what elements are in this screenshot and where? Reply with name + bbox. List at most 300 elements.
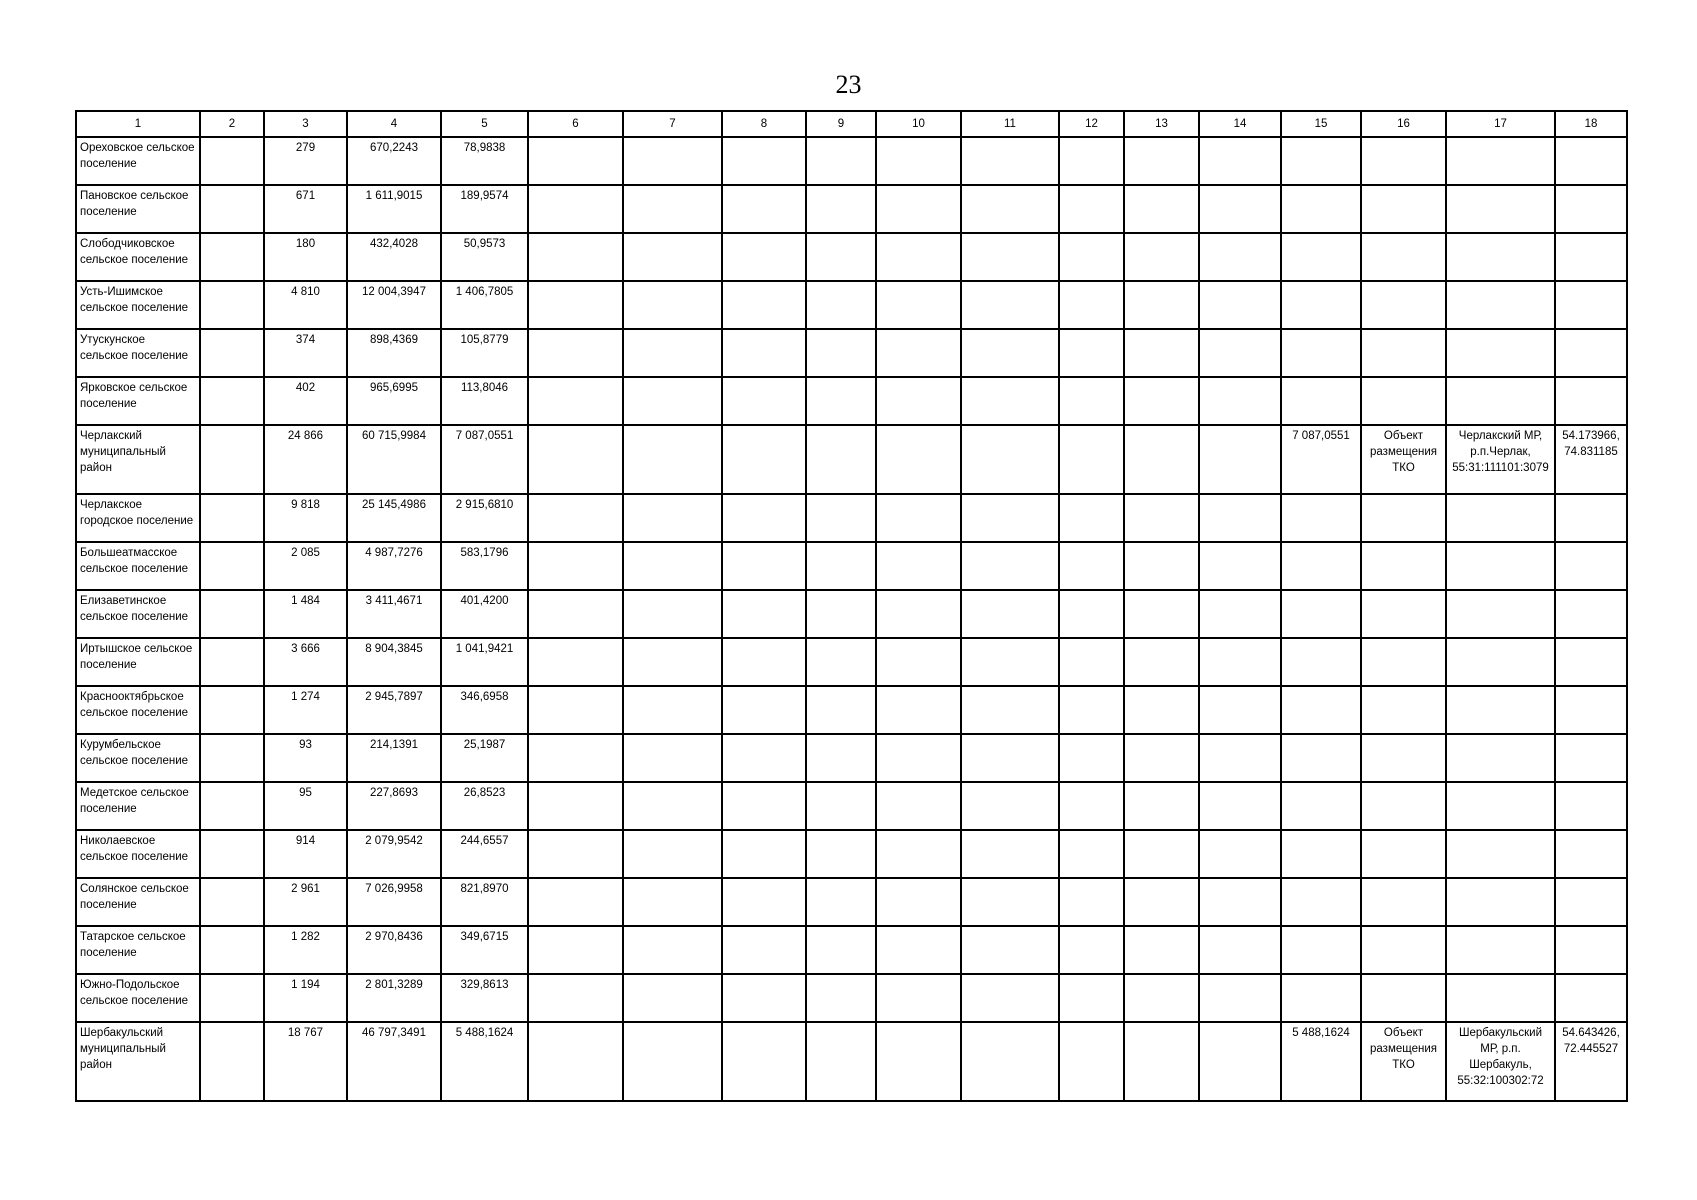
- empty-cell: [623, 494, 722, 542]
- empty-cell: [200, 926, 264, 974]
- value-cell-col-4: 8 904,3845: [347, 638, 441, 686]
- column-header-14: 14: [1199, 111, 1281, 137]
- value-cell-col-16: [1361, 878, 1446, 926]
- value-cell-col-5: 346,6958: [441, 686, 528, 734]
- value-cell-col-15: [1281, 638, 1361, 686]
- value-cell-col-15: [1281, 329, 1361, 377]
- table-row: [76, 425, 1627, 494]
- empty-cell: [806, 686, 876, 734]
- value-cell-col-16: [1361, 542, 1446, 590]
- empty-cell: [1199, 281, 1281, 329]
- empty-cell: [1199, 425, 1281, 494]
- value-cell-col-5: 329,8613: [441, 974, 528, 1022]
- value-cell-col-15: [1281, 686, 1361, 734]
- value-cell-col-4: 7 026,9958: [347, 878, 441, 926]
- empty-cell: [623, 878, 722, 926]
- value-cell-col-4: 965,6995: [347, 377, 441, 425]
- empty-cell: [623, 1022, 722, 1101]
- value-cell-col-18: [1555, 878, 1627, 926]
- column-header-5: 5: [441, 111, 528, 137]
- value-cell-col-15: [1281, 185, 1361, 233]
- empty-cell: [876, 494, 961, 542]
- empty-cell: [876, 281, 961, 329]
- empty-cell: [200, 734, 264, 782]
- empty-cell: [528, 1022, 623, 1101]
- row-name-cell: Слободчиковское сельское поселение: [76, 233, 200, 281]
- empty-cell: [1124, 974, 1199, 1022]
- empty-cell: [961, 926, 1059, 974]
- table-row: [76, 494, 1627, 542]
- table-row: [76, 281, 1627, 329]
- empty-cell: [876, 734, 961, 782]
- empty-cell: [876, 1022, 961, 1101]
- value-cell-col-4: 432,4028: [347, 233, 441, 281]
- empty-cell: [1124, 926, 1199, 974]
- table-row: [76, 542, 1627, 590]
- value-cell-col-18: [1555, 137, 1627, 185]
- page-number: 23: [835, 70, 862, 99]
- value-cell-col-5: 25,1987: [441, 734, 528, 782]
- table-row: [76, 233, 1627, 281]
- empty-cell: [1124, 425, 1199, 494]
- value-cell-col-17: [1446, 782, 1555, 830]
- value-cell-col-4: 214,1391: [347, 734, 441, 782]
- column-header-12: 12: [1059, 111, 1124, 137]
- empty-cell: [961, 377, 1059, 425]
- empty-cell: [806, 638, 876, 686]
- empty-cell: [806, 542, 876, 590]
- table-row: [76, 329, 1627, 377]
- empty-cell: [528, 782, 623, 830]
- empty-cell: [1059, 185, 1124, 233]
- value-cell-col-4: 46 797,3491: [347, 1022, 441, 1101]
- value-cell-col-5: 5 488,1624: [441, 1022, 528, 1101]
- empty-cell: [961, 638, 1059, 686]
- empty-cell: [876, 233, 961, 281]
- value-cell-col-4: 1 611,9015: [347, 185, 441, 233]
- value-cell-col-17: [1446, 233, 1555, 281]
- value-cell-col-17: [1446, 830, 1555, 878]
- empty-cell: [876, 926, 961, 974]
- empty-cell: [1124, 137, 1199, 185]
- empty-cell: [1199, 185, 1281, 233]
- value-cell-col-16: [1361, 686, 1446, 734]
- empty-cell: [876, 590, 961, 638]
- row-name-cell: Елизаветинское сельское поселение: [76, 590, 200, 638]
- table-row: [76, 1022, 1627, 1101]
- table-body: [76, 137, 1627, 1101]
- value-cell-col-15: [1281, 377, 1361, 425]
- column-header-17: 17: [1446, 111, 1555, 137]
- empty-cell: [623, 638, 722, 686]
- column-header-2: 2: [200, 111, 264, 137]
- empty-cell: [961, 233, 1059, 281]
- empty-cell: [528, 377, 623, 425]
- empty-cell: [722, 926, 806, 974]
- empty-cell: [623, 425, 722, 494]
- empty-cell: [1199, 329, 1281, 377]
- value-cell-col-16: [1361, 974, 1446, 1022]
- empty-cell: [806, 734, 876, 782]
- row-name-cell: Николаевское сельское поселение: [76, 830, 200, 878]
- empty-cell: [1199, 494, 1281, 542]
- value-cell-col-15: [1281, 542, 1361, 590]
- empty-cell: [1124, 281, 1199, 329]
- empty-cell: [1124, 638, 1199, 686]
- empty-cell: [722, 734, 806, 782]
- empty-cell: [200, 782, 264, 830]
- empty-cell: [528, 926, 623, 974]
- empty-cell: [623, 686, 722, 734]
- empty-cell: [1124, 590, 1199, 638]
- empty-cell: [806, 974, 876, 1022]
- value-cell-col-16: [1361, 734, 1446, 782]
- value-cell-col-5: 50,9573: [441, 233, 528, 281]
- empty-cell: [722, 542, 806, 590]
- empty-cell: [961, 281, 1059, 329]
- value-cell-col-5: 78,9838: [441, 137, 528, 185]
- value-cell-col-17: [1446, 329, 1555, 377]
- empty-cell: [528, 425, 623, 494]
- value-cell-col-18: [1555, 329, 1627, 377]
- value-cell-col-17: [1446, 137, 1555, 185]
- empty-cell: [722, 281, 806, 329]
- value-cell-col-3: 1 194: [264, 974, 347, 1022]
- value-cell-col-3: 2 961: [264, 878, 347, 926]
- empty-cell: [1124, 233, 1199, 281]
- value-cell-col-18: 54.643426, 72.445527: [1555, 1022, 1627, 1101]
- value-cell-col-5: 105,8779: [441, 329, 528, 377]
- table-row: [76, 878, 1627, 926]
- empty-cell: [876, 542, 961, 590]
- value-cell-col-16: [1361, 638, 1446, 686]
- value-cell-col-16: [1361, 137, 1446, 185]
- empty-cell: [806, 329, 876, 377]
- value-cell-col-17: [1446, 686, 1555, 734]
- empty-cell: [1124, 686, 1199, 734]
- value-cell-col-4: 2 970,8436: [347, 926, 441, 974]
- empty-cell: [623, 281, 722, 329]
- row-name-cell: Шербакульский муниципальный район: [76, 1022, 200, 1101]
- value-cell-col-5: 113,8046: [441, 377, 528, 425]
- empty-cell: [200, 590, 264, 638]
- empty-cell: [722, 878, 806, 926]
- header-row: [76, 111, 1627, 137]
- row-name-cell: Медетское сельское поселение: [76, 782, 200, 830]
- empty-cell: [806, 926, 876, 974]
- empty-cell: [528, 542, 623, 590]
- empty-cell: [876, 686, 961, 734]
- value-cell-col-4: 60 715,9984: [347, 425, 441, 494]
- column-header-1: 1: [76, 111, 200, 137]
- empty-cell: [1059, 734, 1124, 782]
- empty-cell: [1059, 830, 1124, 878]
- empty-cell: [1059, 137, 1124, 185]
- value-cell-col-5: 401,4200: [441, 590, 528, 638]
- value-cell-col-15: [1281, 782, 1361, 830]
- empty-cell: [722, 425, 806, 494]
- empty-cell: [722, 782, 806, 830]
- value-cell-col-17: [1446, 974, 1555, 1022]
- value-cell-col-18: [1555, 974, 1627, 1022]
- empty-cell: [1059, 782, 1124, 830]
- value-cell-col-5: 821,8970: [441, 878, 528, 926]
- empty-cell: [1059, 494, 1124, 542]
- value-cell-col-3: 95: [264, 782, 347, 830]
- value-cell-col-5: 349,6715: [441, 926, 528, 974]
- value-cell-col-3: 374: [264, 329, 347, 377]
- empty-cell: [1059, 926, 1124, 974]
- empty-cell: [1059, 542, 1124, 590]
- empty-cell: [961, 782, 1059, 830]
- empty-cell: [623, 377, 722, 425]
- empty-cell: [961, 974, 1059, 1022]
- value-cell-col-17: [1446, 494, 1555, 542]
- empty-cell: [961, 542, 1059, 590]
- empty-cell: [528, 734, 623, 782]
- empty-cell: [961, 590, 1059, 638]
- empty-cell: [623, 830, 722, 878]
- value-cell-col-4: 3 411,4671: [347, 590, 441, 638]
- empty-cell: [961, 830, 1059, 878]
- value-cell-col-5: 1 406,7805: [441, 281, 528, 329]
- empty-cell: [623, 590, 722, 638]
- value-cell-col-4: 227,8693: [347, 782, 441, 830]
- empty-cell: [528, 233, 623, 281]
- empty-cell: [623, 974, 722, 1022]
- empty-cell: [1199, 974, 1281, 1022]
- empty-cell: [1124, 878, 1199, 926]
- empty-cell: [1199, 590, 1281, 638]
- value-cell-col-17: [1446, 638, 1555, 686]
- empty-cell: [961, 494, 1059, 542]
- empty-cell: [722, 494, 806, 542]
- empty-cell: [806, 878, 876, 926]
- empty-cell: [528, 590, 623, 638]
- row-name-cell: Черлакское городское поселение: [76, 494, 200, 542]
- table-row: [76, 185, 1627, 233]
- value-cell-col-16: [1361, 926, 1446, 974]
- empty-cell: [528, 185, 623, 233]
- empty-cell: [200, 830, 264, 878]
- value-cell-col-5: 244,6557: [441, 830, 528, 878]
- value-cell-col-3: 24 866: [264, 425, 347, 494]
- empty-cell: [200, 137, 264, 185]
- empty-cell: [200, 233, 264, 281]
- empty-cell: [1059, 974, 1124, 1022]
- empty-cell: [623, 782, 722, 830]
- empty-cell: [722, 233, 806, 281]
- column-header-7: 7: [623, 111, 722, 137]
- empty-cell: [722, 185, 806, 233]
- value-cell-col-5: 26,8523: [441, 782, 528, 830]
- empty-cell: [806, 425, 876, 494]
- value-cell-col-17: [1446, 281, 1555, 329]
- empty-cell: [1124, 329, 1199, 377]
- column-header-9: 9: [806, 111, 876, 137]
- value-cell-col-5: 189,9574: [441, 185, 528, 233]
- empty-cell: [806, 1022, 876, 1101]
- row-name-cell: Ярковское сельское поселение: [76, 377, 200, 425]
- empty-cell: [623, 233, 722, 281]
- table-row: [76, 782, 1627, 830]
- value-cell-col-17: Черлакский МР, р.п.Черлак, 55:31:111101:3079: [1446, 425, 1555, 494]
- empty-cell: [623, 734, 722, 782]
- empty-cell: [961, 878, 1059, 926]
- table-row: [76, 734, 1627, 782]
- value-cell-col-16: [1361, 185, 1446, 233]
- empty-cell: [1124, 734, 1199, 782]
- row-name-cell: Утускунское сельское поселение: [76, 329, 200, 377]
- empty-cell: [200, 878, 264, 926]
- row-name-cell: Усть-Ишимское сельское поселение: [76, 281, 200, 329]
- value-cell-col-3: 18 767: [264, 1022, 347, 1101]
- empty-cell: [200, 281, 264, 329]
- value-cell-col-4: 12 004,3947: [347, 281, 441, 329]
- empty-cell: [1199, 830, 1281, 878]
- empty-cell: [1124, 494, 1199, 542]
- value-cell-col-16: [1361, 329, 1446, 377]
- empty-cell: [722, 377, 806, 425]
- empty-cell: [722, 686, 806, 734]
- column-header-15: 15: [1281, 111, 1361, 137]
- value-cell-col-16: Объект размещения ТКО: [1361, 1022, 1446, 1101]
- empty-cell: [1199, 638, 1281, 686]
- empty-cell: [876, 782, 961, 830]
- value-cell-col-18: [1555, 377, 1627, 425]
- value-cell-col-16: [1361, 377, 1446, 425]
- empty-cell: [722, 590, 806, 638]
- empty-cell: [623, 137, 722, 185]
- empty-cell: [623, 542, 722, 590]
- empty-cell: [1199, 233, 1281, 281]
- empty-cell: [200, 974, 264, 1022]
- row-name-cell: Большеатмасское сельское поселение: [76, 542, 200, 590]
- empty-cell: [200, 1022, 264, 1101]
- value-cell-col-3: 9 818: [264, 494, 347, 542]
- column-header-3: 3: [264, 111, 347, 137]
- empty-cell: [876, 137, 961, 185]
- empty-cell: [1199, 542, 1281, 590]
- value-cell-col-4: 4 987,7276: [347, 542, 441, 590]
- empty-cell: [876, 638, 961, 686]
- data-table: [75, 110, 1628, 1102]
- empty-cell: [1199, 377, 1281, 425]
- value-cell-col-16: Объект размещения ТКО: [1361, 425, 1446, 494]
- value-cell-col-15: [1281, 281, 1361, 329]
- row-name-cell: Иртышское сельское поселение: [76, 638, 200, 686]
- value-cell-col-17: [1446, 734, 1555, 782]
- value-cell-col-16: [1361, 494, 1446, 542]
- empty-cell: [200, 425, 264, 494]
- empty-cell: [1124, 782, 1199, 830]
- empty-cell: [528, 329, 623, 377]
- empty-cell: [1199, 686, 1281, 734]
- empty-cell: [806, 137, 876, 185]
- value-cell-col-5: 583,1796: [441, 542, 528, 590]
- empty-cell: [1199, 782, 1281, 830]
- value-cell-col-15: [1281, 590, 1361, 638]
- table-row: [76, 926, 1627, 974]
- column-header-11: 11: [961, 111, 1059, 137]
- value-cell-col-17: [1446, 926, 1555, 974]
- value-cell-col-15: [1281, 878, 1361, 926]
- empty-cell: [806, 185, 876, 233]
- value-cell-col-18: [1555, 281, 1627, 329]
- empty-cell: [806, 377, 876, 425]
- value-cell-col-3: 2 085: [264, 542, 347, 590]
- empty-cell: [623, 926, 722, 974]
- column-header-8: 8: [722, 111, 806, 137]
- empty-cell: [1059, 638, 1124, 686]
- empty-cell: [722, 638, 806, 686]
- empty-cell: [1059, 329, 1124, 377]
- table-row: [76, 590, 1627, 638]
- row-name-cell: Солянское сельское поселение: [76, 878, 200, 926]
- empty-cell: [961, 425, 1059, 494]
- value-cell-col-16: [1361, 281, 1446, 329]
- value-cell-col-18: [1555, 734, 1627, 782]
- empty-cell: [722, 974, 806, 1022]
- empty-cell: [806, 281, 876, 329]
- value-cell-col-15: 7 087,0551: [1281, 425, 1361, 494]
- empty-cell: [876, 185, 961, 233]
- table-row: [76, 686, 1627, 734]
- value-cell-col-17: [1446, 377, 1555, 425]
- empty-cell: [722, 137, 806, 185]
- value-cell-col-15: 5 488,1624: [1281, 1022, 1361, 1101]
- empty-cell: [623, 329, 722, 377]
- value-cell-col-17: [1446, 590, 1555, 638]
- empty-cell: [876, 878, 961, 926]
- value-cell-col-18: [1555, 542, 1627, 590]
- empty-cell: [1059, 686, 1124, 734]
- empty-cell: [1059, 590, 1124, 638]
- value-cell-col-18: [1555, 782, 1627, 830]
- empty-cell: [528, 878, 623, 926]
- empty-cell: [961, 686, 1059, 734]
- empty-cell: [528, 686, 623, 734]
- table-row: [76, 830, 1627, 878]
- row-name-cell: Татарское сельское поселение: [76, 926, 200, 974]
- empty-cell: [528, 281, 623, 329]
- column-header-4: 4: [347, 111, 441, 137]
- empty-cell: [200, 638, 264, 686]
- empty-cell: [1059, 377, 1124, 425]
- empty-cell: [1059, 233, 1124, 281]
- empty-cell: [722, 1022, 806, 1101]
- value-cell-col-15: [1281, 830, 1361, 878]
- empty-cell: [200, 377, 264, 425]
- empty-cell: [200, 686, 264, 734]
- value-cell-col-16: [1361, 782, 1446, 830]
- empty-cell: [876, 377, 961, 425]
- empty-cell: [200, 494, 264, 542]
- empty-cell: [1059, 425, 1124, 494]
- empty-cell: [528, 638, 623, 686]
- empty-cell: [1199, 926, 1281, 974]
- empty-cell: [200, 542, 264, 590]
- value-cell-col-4: 2 079,9542: [347, 830, 441, 878]
- empty-cell: [806, 830, 876, 878]
- value-cell-col-18: [1555, 494, 1627, 542]
- empty-cell: [806, 494, 876, 542]
- empty-cell: [200, 185, 264, 233]
- empty-cell: [876, 974, 961, 1022]
- row-name-cell: Курумбельское сельское поселение: [76, 734, 200, 782]
- empty-cell: [528, 830, 623, 878]
- empty-cell: [1199, 734, 1281, 782]
